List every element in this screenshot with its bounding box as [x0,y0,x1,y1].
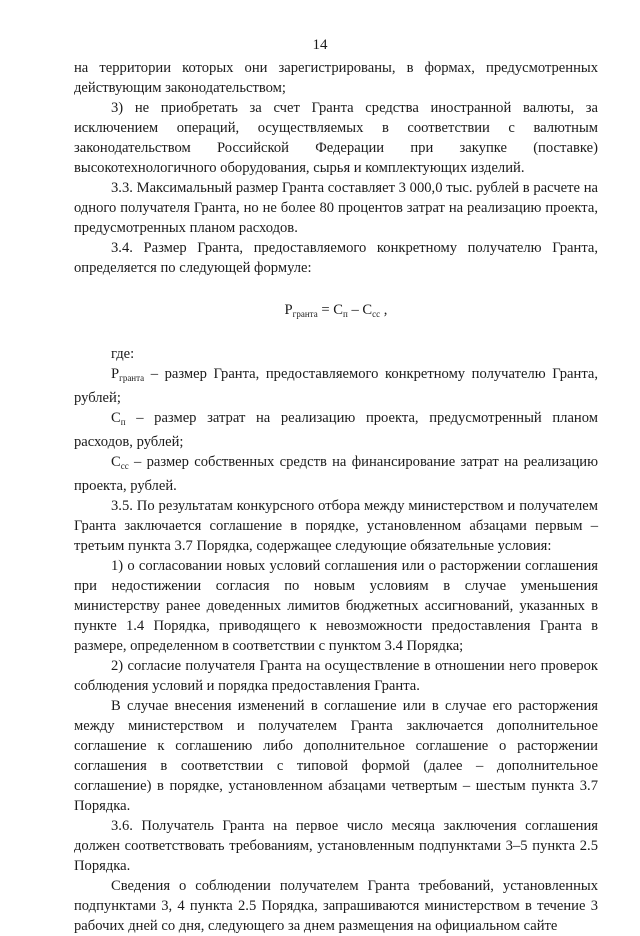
document-body [74,58,598,936]
formula-c2: С [362,302,373,318]
page-number: 14 [312,37,328,53]
where-label: где: [111,346,135,362]
definition-grant [74,364,598,408]
formula-c1-sub: п [342,309,348,319]
paragraph-condition-2: 2) согласие получателя Гранта на осуществление в отношении него проверок соблюдения условий и порядка предоставления Гранта. [74,658,598,694]
formula-equals: = [317,302,334,318]
formula-c1: С [333,302,343,318]
def1-text: – размер Гранта, предоставляемого конкретному получателю Гранта, рублей; [74,366,598,406]
paragraph-compliance-info: Сведения о соблюдении получателем Гранта требований, установленных подпунктами 3, 4 пункта 2.5 Порядка, запрашиваются министерством в течение 3 рабочих дней со дня, следующего за днем размещения на официальном сайте [74,878,598,934]
paragraph-condition-1: 1) о согласовании новых условий соглашения или о расторжении соглашения при недостижении согласия по новым условиям в случае уменьшения министерству ранее доведенных лимитов бюджетных ассигнований, указанных в пункте 1.4 Порядка, приводящего к невозможности предоставления Гранта в размере, определенном в соответствии с пунктом 3.4 Порядка; [74,558,598,654]
formula-lhs-sub: гранта [292,309,318,319]
definition-own-funds [74,452,598,496]
paragraph-amendments: В случае внесения изменений в соглашение или в случае его расторжения между министерством и получателем Гранта заключается дополнительное соглашение к соглашению либо дополнительное соглашение о расторжении соглашения в соответствии с типовой формой (далее – дополнительное соглашение) в порядке, установленном абзацами четвертым – шестым пункта 3.7 Порядка. [74,698,598,814]
def3-symbol: С [111,454,121,470]
formula-end: , [380,302,388,318]
def2-text: – размер затрат на реализацию проекта, предусмотренный планом расходов, рублей; [74,410,598,450]
def3-sub: сс [120,461,129,471]
paragraph-item-3: 3) не приобретать за счет Гранта средства иностранной валюты, за исключением операций, осуществляемых в соответствии с валютным законодательством Российской Федерации при закупке (поставке) высокотехнологичного оборудования, сырья и комплектующих изделий. [74,100,598,176]
formula-lhs: P [284,302,293,318]
paragraph-3-6: 3.6. Получатель Гранта на первое число месяца заключения соглашения должен соответствовать требованиям, установленным подпунктами 3–5 пункта 2.5 Порядка. [74,818,598,874]
paragraph-3-4: 3.4. Размер Гранта, предоставляемого конкретному получателю Гранта, определяется по следующей формуле: [74,240,598,276]
paragraph-continuation: на территории которых они зарегистрированы, в формах, предусмотренных действующим законодательством; [74,60,598,96]
def3-text: – размер собственных средств на финансирование затрат на реализацию проекта, рублей. [74,454,598,494]
formula-c2-sub: сс [372,309,381,319]
def1-sub: гранта [119,373,145,383]
definition-costs [74,408,598,452]
def2-sub: п [120,417,126,427]
def1-symbol: P [111,366,120,382]
def2-symbol: С [111,410,121,426]
formula-minus: – [347,302,363,318]
paragraph-3-3: 3.3. Максимальный размер Гранта составляет 3 000,0 тыс. рублей в расчете на одного получателя Гранта, но не более 80 процентов затрат на реализацию проекта, предусмотренных планом расходов. [74,180,598,236]
paragraph-3-5: 3.5. По результатам конкурсного отбора между министерством и получателем Гранта заключается соглашение в порядке, установленном абзацами первым – третьим пункта 3.7 Порядка, содержащее следующие обязательные условия: [74,498,598,554]
grant-formula [74,300,598,324]
